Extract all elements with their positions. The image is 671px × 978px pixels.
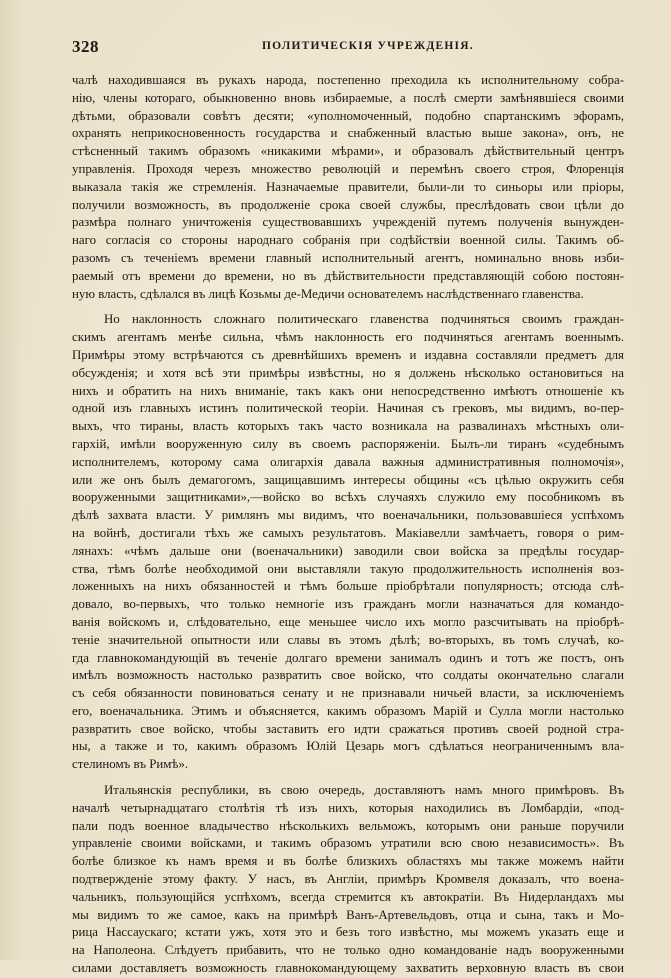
text-line: началѣ четырнадцатаго столѣтія тѣ изъ нихъ, которыя находились въ Ломбардіи, «под- [72,800,624,815]
text-line: размѣра полнаго уничтоженія существовавшихъ учрежденій путемъ полученія вынужден- [72,215,624,230]
text-line: дѣлѣ захвата власти. У римлянъ мы видимъ, что военачальники, пользовавшіеся успѣхомъ [72,508,624,523]
text-line: одной изъ главныхъ истинъ политической теоріи. Начиная съ грековъ, мы видимъ, во-пер- [72,401,624,416]
text-line: наго согласія со стороны народнаго собранія при содѣйствіи военной силы. Такимъ об- [72,233,624,248]
text-line: гда главнокомандующій въ теченіе долгаго времени занималъ одинъ и тотъ же постъ, онъ [72,650,624,665]
text-line: чалѣ находившаяся въ рукахъ народа, постепенно преходила къ исполнительному собра- [72,73,624,87]
text-line: ны, а также и то, какимъ образомъ Юлій Цезарь могъ сдѣлаться неограниченнымъ вла- [72,739,624,754]
paragraph-gap [72,303,624,311]
text-line: ную власть, сдѣлался въ лицѣ Козьмы де-Медичи основателемъ наслѣдственнаго главенства. [72,286,584,301]
page-header [72,37,632,59]
text-line: разомъ съ теченіемъ времени главный исполнительный агентъ, номинально вновь изби- [72,250,624,265]
text-line: довало, во-первыхъ, что только немногіе изъ гражданъ могли назначаться для командо- [72,597,624,612]
text-line: обсужденія; и хотя всѣ эти примѣры извѣстны, но я должень нѣсколько остановиться на [72,365,624,380]
text-line: выхъ, что тираны, власть которыхъ такъ часто возникала на развалинахъ мѣстныхъ оли- [72,419,624,434]
text-line: силами доставляетъ возможность главнокомандующему захватить верховную власть въ свои [72,961,624,976]
text-line: ства, тѣмъ болѣе необходимой они выставляли такую продолжительность исполненія воз- [72,561,624,576]
text-line: охранять неприкосновенность государства и снабженный властью выше закона», онъ, не [72,126,624,141]
running-title: ПОЛИТИЧЕСКІЯ УЧРЕЖДЕНІЯ. [262,40,474,52]
text-line: пали подъ военное владычество нѣсколькихъ вельможъ, которымъ они раньше поручили [72,818,624,833]
text-line: управленія. Проходя черезъ множество революцій и перемѣнъ своего строя, Флоренція [72,161,624,176]
text-line: теніе значительной опытности или славы въ этомъ дѣлѣ; во-вторыхъ, въ томъ случаѣ, ко- [72,632,624,647]
text-line: получили возможность, въ продолженіе срока своей службы, преслѣдовать свои цѣли до [72,197,624,212]
paragraph [72,72,624,303]
text-line: на войнѣ, достигали тѣхъ же самыхъ результатовъ. Макіавелли замѣчаетъ, говоря о рим- [72,525,624,540]
text-line: нію, члены котораго, обыкновенно вновь избираемые, а послѣ смерти замѣнявшіеся своими [72,90,624,105]
text-line: Примѣры этому встрѣчаются съ древнѣйшихъ временъ и издавна составляли предметъ для [72,347,624,362]
text-line: нихъ и обратить на нихъ вниманіе, такъ какъ они непосредственно имѣютъ отношеніе къ [72,383,624,398]
text-line: стѣсненный такимъ образомъ «никакими мѣрами», и образовалъ дѣйствительный центръ [72,144,624,159]
text-line: на Наполеона. Слѣдуетъ прибавить, что не только одно командованіе надъ вооруженными [72,943,624,958]
text-line: Итальянскія республики, въ свою очередь, доставляютъ намъ много примѣровъ. Въ [104,783,624,798]
text-line: выказала такія же стремленія. Назначаемые правители, были-ли то синьоры или пріоры, [72,179,624,194]
text-line: подтвержденіе этому факту. У насъ, въ Англіи, примѣръ Кромвеля доказалъ, что воена- [72,872,624,887]
text-line: стелиномъ въ Римѣ». [72,757,189,772]
page-number: 328 [72,37,99,56]
text-line: болѣе близкое къ намъ время и въ болѣе близкихъ областяхъ мы также можемъ найти [72,854,624,869]
text-line: развратить свое войско, чтобы заставить его идти сражаться противъ своей родной стра- [72,721,624,736]
text-line: лянахъ: «чѣмъ дальше они (военачальники) заводили свои войска за предѣлы государ- [72,543,624,558]
paragraph [72,311,624,774]
text-body [72,72,624,978]
text-line: имѣлъ возможность настолько развратить свое войско, что солдаты окончательно слагали [72,668,624,683]
paragraph-gap [72,774,624,782]
text-line: дѣтьми, образовали совѣтъ десяти; «уполномоченный, подобно спартанскимъ эфорамъ, [72,108,624,123]
text-line: или же онъ былъ демагогомъ, защищавшимъ интересы общины «съ цѣлью окружить себя [72,472,624,487]
paragraph [72,782,624,978]
text-line: раемый отъ времени до времени, но въ дѣйствительности представляющій собою постоян- [72,268,624,283]
text-line: съ себя обязанности повиноваться сенату и не признавали ничьей власти, за исключеніемъ [72,686,624,701]
text-line: мы видимъ то же самое, какъ на примѣрѣ Ванъ-Артевельдовъ, отца и сына, такъ и Мо- [72,907,624,922]
text-line: управленіе своими войсками, и такимъ образомъ утратили всю свою независимость». Въ [72,836,624,851]
text-line: чальникъ, пользующійся успѣхомъ, всегда стремится къ автократіи. Въ Нидерландахъ мы [72,889,624,904]
text-line: его, военачальника. Этимъ и объясняется, какимъ образомъ Марій и Сулла могли настолько [72,703,624,718]
text-line: ванія войскомъ и, слѣдовательно, еще меньшее число ихъ могло разсчитывать на пріобрѣ- [72,614,624,629]
text-line: рица Нассаускаго; кстати ужъ, хотя это и безъ того извѣстно, мы можемъ указать еще и [72,925,624,940]
text-line: гархій, имѣли вооруженную силу въ своемъ распоряженіи. Былъ-ли тиранъ «судебнымъ [72,436,624,451]
text-line: ложенныхъ на нихъ обязанностей и тѣмъ больше пріобрѣтали популярность; отсюда слѣ- [72,579,624,594]
text-line: скимъ агентамъ менѣе сильна, чѣмъ наклонность его подчиняться агентамъ военнымъ. [72,330,624,345]
text-line: Но наклонность сложнаго политическаго главенства подчиняться своимъ граждан- [104,312,624,327]
text-line: вооруженными защитниками»,—войско во всѣхъ случаяхъ служило ему пособникомъ въ [72,490,624,505]
text-line: исполнителемъ, которому сама олигархія давала важныя административныя полномочія», [72,454,624,469]
